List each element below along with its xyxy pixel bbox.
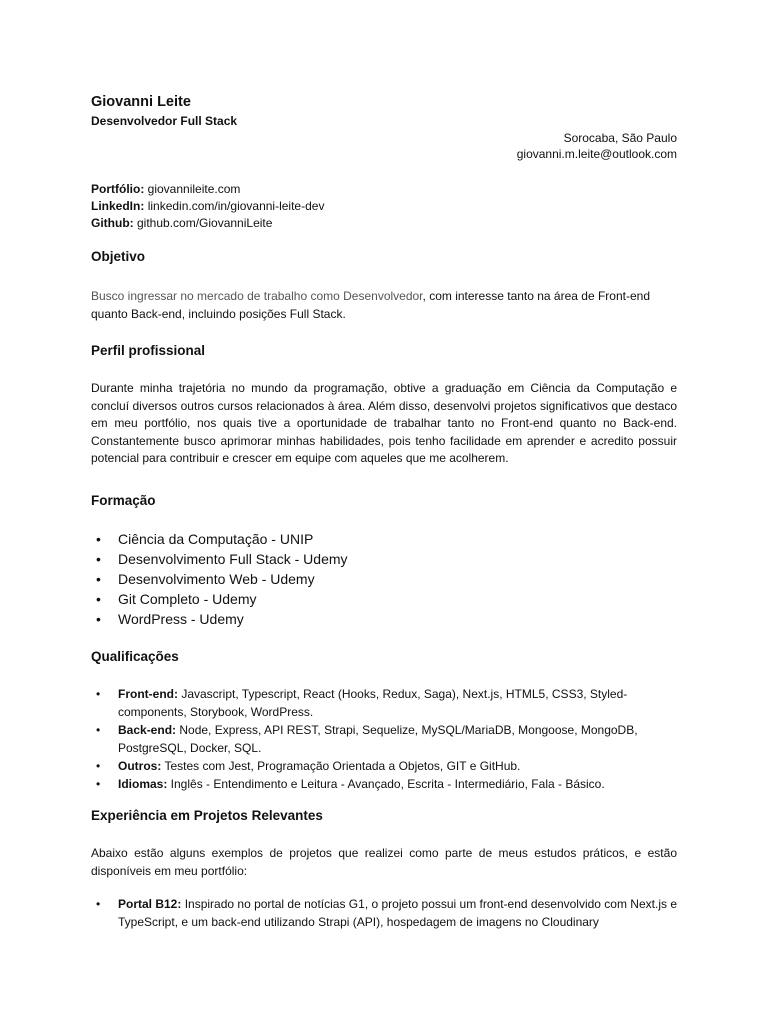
bullet-icon: • bbox=[96, 687, 101, 701]
projeto-text: Inspirado no portal de notícias G1, o projeto possui um front-end desenvolvido com Next.js e TypeScript, e um back-end utilizando Strapi (API), hospedagem de imagens no Cloudinary bbox=[118, 897, 677, 929]
list-item bbox=[91, 549, 677, 569]
bullet-icon: • bbox=[96, 611, 101, 627]
qualificacoes-list bbox=[91, 685, 677, 793]
formacao-item-text: Desenvolvimento Web - Udemy bbox=[118, 571, 315, 587]
qualificacao-label: Outros: bbox=[118, 759, 162, 773]
qualificacao-text: Javascript, Typescript, React (Hooks, Redux, Saga), Next.js, HTML5, CSS3, Styled-components, Storybook, WordPress. bbox=[118, 687, 628, 719]
qualificacao-text: Inglês - Entendimento e Leitura - Avançado, Escrita - Intermediário, Fala - Básico. bbox=[167, 777, 605, 791]
location-text: Sorocaba, São Paulo bbox=[563, 131, 677, 145]
formacao-heading: Formação bbox=[91, 493, 156, 508]
list-item bbox=[91, 775, 677, 793]
list-item bbox=[91, 685, 677, 721]
qualificacao-label: Idiomas: bbox=[118, 777, 168, 791]
portfolio-link-row bbox=[91, 181, 324, 198]
formacao-item-text: WordPress - Udemy bbox=[118, 611, 244, 627]
perfil-heading: Perfil profissional bbox=[91, 343, 206, 358]
bullet-icon: • bbox=[96, 759, 101, 773]
formacao-item-text: Git Completo - Udemy bbox=[118, 591, 257, 607]
linkedin-link[interactable]: linkedin.com/in/giovanni-leite-dev bbox=[147, 199, 325, 213]
bullet-icon: • bbox=[96, 777, 101, 791]
list-item bbox=[91, 569, 677, 589]
qualificacao-text: Node, Express, API REST, Strapi, Sequelize, MySQL/MariaDB, Mongoose, MongoDB, PostgreSQL, Docker, SQL. bbox=[118, 723, 638, 755]
portfolio-link[interactable]: giovannileite.com bbox=[147, 182, 241, 196]
portfolio-label: Portfólio: bbox=[91, 182, 145, 196]
objetivo-text-gray: Busco ingressar no mercado de trabalho como Desenvolvedor bbox=[91, 289, 423, 303]
formacao-list bbox=[91, 529, 677, 629]
contact-block bbox=[517, 130, 677, 162]
email-text[interactable]: giovanni.m.leite@outlook.com bbox=[516, 147, 677, 161]
formacao-item-text: Ciência da Computação - UNIP bbox=[118, 531, 314, 547]
bullet-icon: • bbox=[96, 571, 101, 587]
perfil-text: Durante minha trajetória no mundo da programação, obtive a graduação em Ciência da Computação e concluí diversos outros cursos relacionados à área. Além disso, desenvolvi projetos significativos que destaco em meu portfólio, nos quais tive a oportunidade de trabalhar tanto no Front-end quanto no Back-end. Constantemente busco aprimorar minhas habilidades, pois tenho facilidade em aprender e acredito possuir potencial para contribuir e crescer em equipe com aqueles que me acolherem. bbox=[91, 381, 677, 465]
candidate-name: Giovanni Leite bbox=[91, 94, 191, 110]
objetivo-text-rest: , com interesse tanto na área de Front-end quanto Back-end, incluindo posições Full Stack. bbox=[91, 289, 650, 321]
github-label: Github: bbox=[91, 216, 134, 230]
github-link[interactable]: github.com/GiovanniLeite bbox=[137, 216, 273, 230]
candidate-role: Desenvolvedor Full Stack bbox=[91, 114, 238, 128]
bullet-icon: • bbox=[96, 897, 101, 911]
bullet-icon: • bbox=[96, 723, 101, 737]
experiencia-heading: Experiência em Projetos Relevantes bbox=[91, 808, 323, 823]
list-item bbox=[91, 589, 677, 609]
qualificacao-label: Back-end: bbox=[118, 723, 177, 737]
objetivo-text bbox=[91, 288, 677, 323]
bullet-icon: • bbox=[96, 531, 101, 547]
list-item bbox=[91, 609, 677, 629]
bullet-icon: • bbox=[96, 591, 101, 607]
profile-links bbox=[91, 181, 324, 232]
linkedin-link-row bbox=[91, 198, 324, 215]
list-item bbox=[91, 529, 677, 549]
formacao-item-text: Desenvolvimento Full Stack - Udemy bbox=[118, 551, 348, 567]
qualificacoes-heading: Qualificações bbox=[91, 649, 179, 664]
list-item bbox=[91, 721, 677, 757]
projeto-label: Portal B12: bbox=[118, 897, 182, 911]
qualificacao-text: Testes com Jest, Programação Orientada a Objetos, GIT e GitHub. bbox=[161, 759, 521, 773]
projetos-list bbox=[91, 895, 677, 931]
list-item bbox=[91, 757, 677, 775]
objetivo-heading: Objetivo bbox=[91, 249, 146, 264]
experiencia-intro: Abaixo estão alguns exemplos de projetos que realizei como parte de meus estudos práticos, e estão disponíveis em meu portfólio: bbox=[91, 846, 677, 878]
list-item bbox=[91, 895, 677, 931]
linkedin-label: LinkedIn: bbox=[91, 199, 145, 213]
bullet-icon: • bbox=[96, 551, 101, 567]
qualificacao-label: Front-end: bbox=[118, 687, 178, 701]
github-link-row bbox=[91, 215, 324, 232]
